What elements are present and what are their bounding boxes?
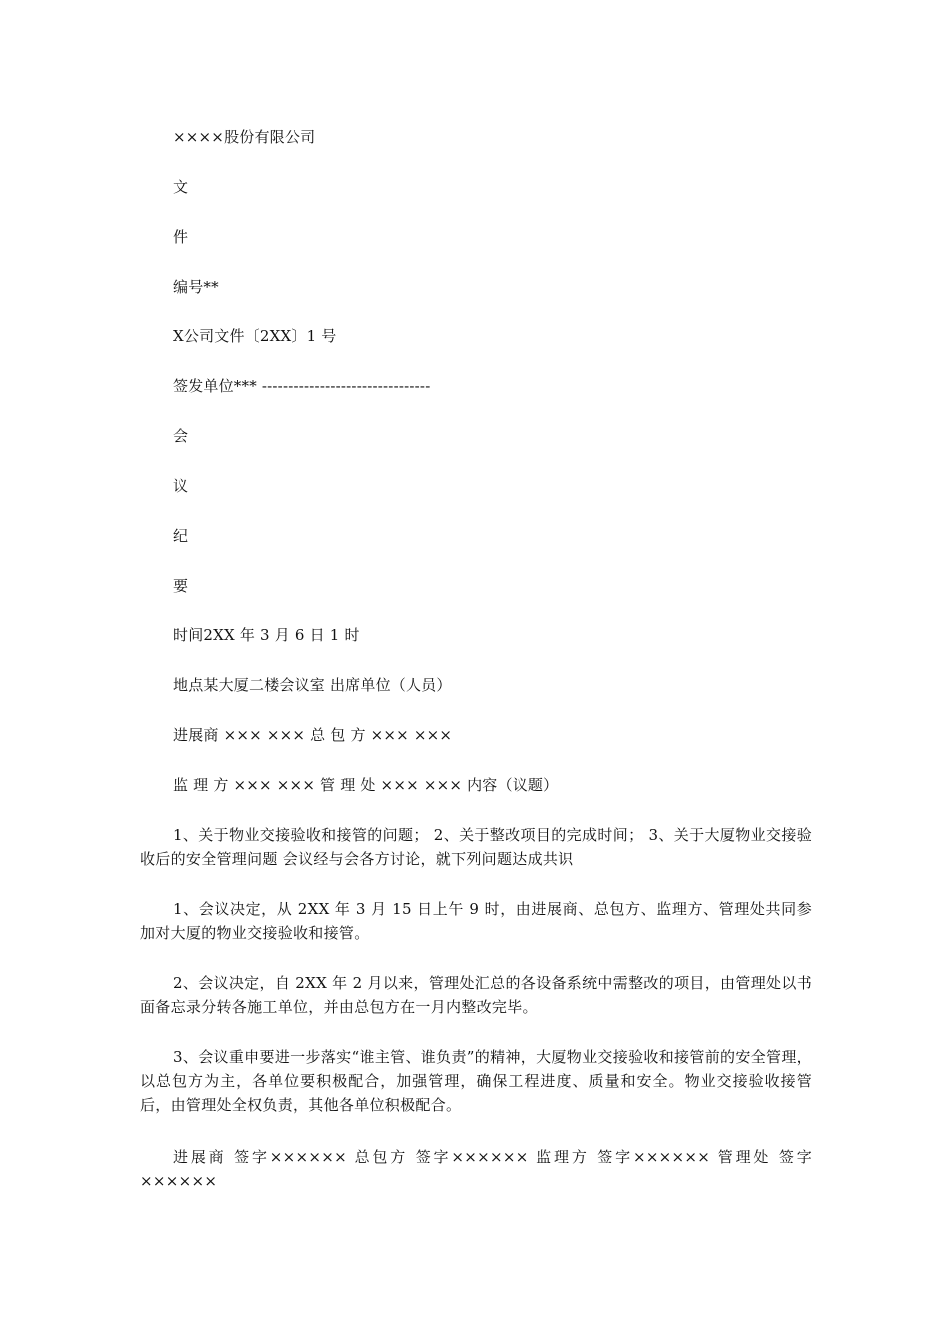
company-name: ××××股份有限公司 bbox=[173, 128, 316, 146]
issuing-unit: 签发单位*** -------------------------------- bbox=[173, 377, 431, 395]
title-char: 纪 bbox=[173, 527, 189, 545]
topics-paragraph: 1、关于物业交接验收和接管的问题； 2、关于整改项目的完成时间； 3、关于大厦物业交接验收后的安全管理问题 会议经与会各方讨论，就下列问题达成共识 bbox=[140, 826, 812, 868]
decision-2-paragraph: 2、会议决定，自 2XX 年 2 月以来，管理处汇总的各设备系统中需整改的项目，由管理处以书面备忘录分转各施工单位，并由总包方在一月内整改完毕。 bbox=[140, 974, 812, 1016]
doc-label-char: 文 bbox=[173, 178, 189, 196]
doc-label-char: 件 bbox=[173, 228, 189, 246]
meeting-time: 时间2XX 年 3 月 6 日 1 时 bbox=[173, 626, 360, 644]
meeting-place: 地点某大厦二楼会议室 出席单位（人员） bbox=[173, 676, 452, 694]
decision-1-paragraph: 1、会议决定，从 2XX 年 3 月 15 日上午 9 时，由进展商、总包方、监理方、管理处共同参加对大厦的物业交接验收和接管。 bbox=[140, 900, 812, 942]
title-char: 要 bbox=[173, 577, 189, 595]
title-char: 会 bbox=[173, 427, 189, 445]
serial-number: 编号** bbox=[173, 278, 219, 296]
title-char: 议 bbox=[173, 477, 189, 495]
signatures-paragraph: 进展商 签字×××××× 总包方 签字×××××× 监理方 签字×××××× 管理处 签字×××××× bbox=[140, 1148, 812, 1190]
document-number: X公司文件〔2XX〕1 号 bbox=[173, 327, 337, 345]
attendees-line-1: 进展商 ××× ××× 总 包 方 ××× ××× bbox=[173, 726, 453, 744]
decision-3-paragraph: 3、会议重申要进一步落实“谁主管、谁负责”的精神，大厦物业交接验收和接管前的安全管理，以总包方为主，各单位要积极配合，加强管理，确保工程进度、质量和安全。物业交接验收接管后，由管理处全权负责，其他各单位积极配合。 bbox=[140, 1048, 812, 1114]
attendees-line-2: 监 理 方 ××× ××× 管 理 处 ××× ××× 内容（议题） bbox=[173, 776, 559, 794]
